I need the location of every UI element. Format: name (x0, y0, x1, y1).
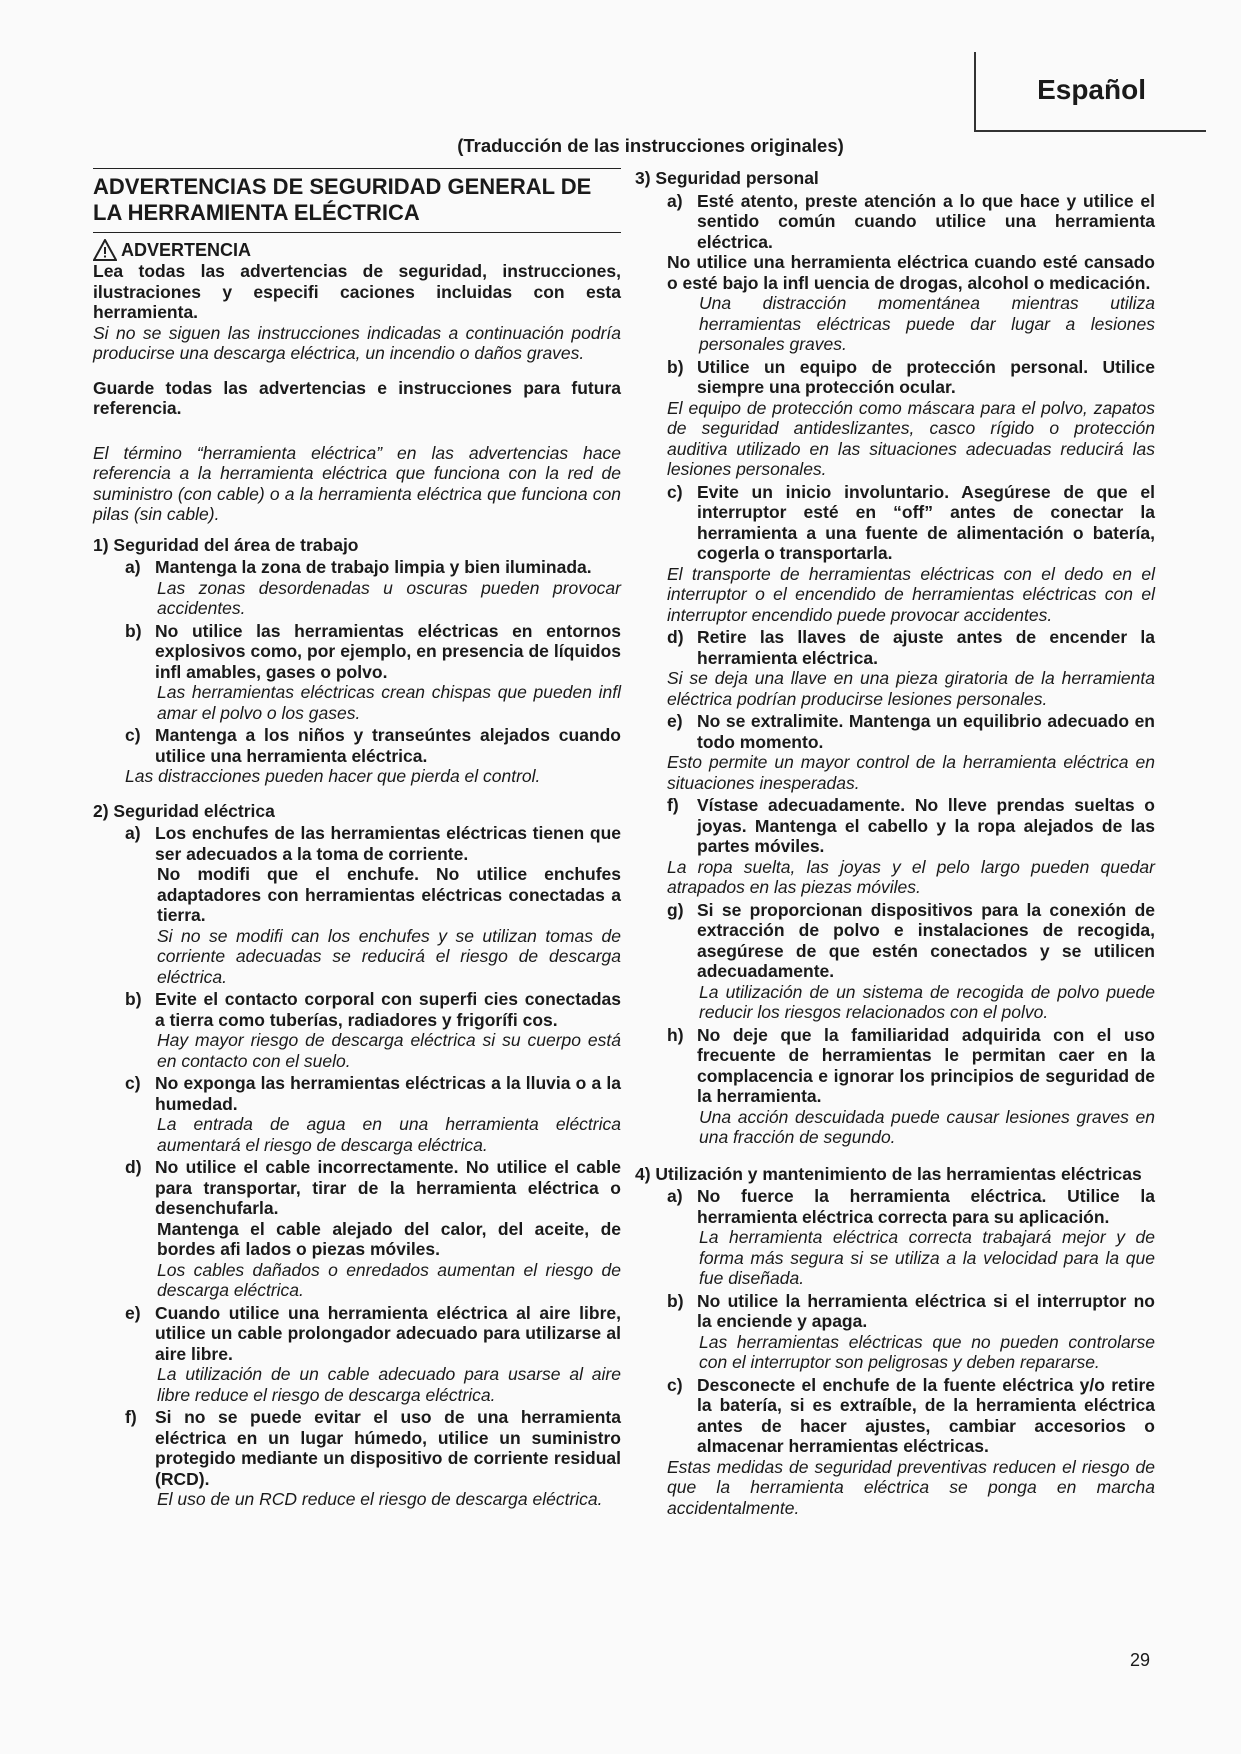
list-item: c) Desconecte el enchufe de la fuente eléctrica y/o retire la batería, si es extraíble, de la herramienta eléctrica antes de hacer ajustes, cambiar accesorios o almacenar herramientas eléctricas. (667, 1374, 1155, 1456)
list-item: c) No exponga las herramientas eléctricas a la lluvia o a la humedad. (125, 1073, 621, 1114)
section-2-title: 2) Seguridad eléctrica (93, 800, 275, 821)
item-bold-extra: No utilice una herramienta eléctrica cuando esté cansado o esté bajo la infl uencia de drogas, alcohol o medicación. (667, 252, 1155, 293)
list-item: c) Mantenga a los niños y transeúntes alejados cuando utilice una herramienta eléctrica. (125, 725, 621, 766)
list-item: b) No utilice las herramientas eléctricas en entornos explosivos como, por ejemplo, en presencia de líquidos infl amables, gases o polvo. (125, 620, 621, 682)
section-4-title: 4) Utilización y mantenimiento de las herramientas eléctricas (635, 1163, 1142, 1184)
item-note: La herramienta eléctrica correcta trabajará mejor y de forma más segura si se utiliza a la velocidad para la que fue diseñada. (699, 1227, 1155, 1288)
warning-bold-text: Lea todas las advertencias de seguridad, instrucciones, ilustraciones y especifi caciones incluidas con esta herramienta. (93, 261, 621, 322)
item-note: La entrada de agua en una herramienta eléctrica aumentará el riesgo de descarga eléctrica. (157, 1114, 621, 1155)
list-item: d) Retire las llaves de ajuste antes de encender la herramienta eléctrica. (667, 627, 1155, 668)
item-note: El uso de un RCD reduce el riesgo de descarga eléctrica. (157, 1489, 603, 1509)
item-note: Las herramientas eléctricas que no pueden controlarse con el interruptor son peligrosas y deben repararse. (699, 1331, 1155, 1372)
language-tab (974, 52, 1206, 132)
list-item: b) No utilice la herramienta eléctrica si el interruptor no la enciende y apaga. (667, 1290, 1155, 1331)
item-note: Hay mayor riesgo de descarga eléctrica si su cuerpo está en contacto con el suelo. (157, 1030, 621, 1071)
left-column (93, 168, 621, 1510)
item-bold-extra: Mantenga el cable alejado del calor, del aceite, de bordes afi lados o piezas móviles. (157, 1218, 621, 1259)
list-item: b) Utilice un equipo de protección personal. Utilice siempre una protección ocular. (667, 356, 1155, 397)
item-note: Las herramientas eléctricas crean chispas que pueden infl amar el polvo o los gases. (157, 682, 621, 723)
list-item: b) Evite el contacto corporal con superfi cies conectadas a tierra como tuberías, radiadores y frigorífi cos. (125, 989, 621, 1030)
item-note: El equipo de protección como máscara para el polvo, zapatos de seguridad antideslizantes, casco rígido o protección auditiva utilizado en las situaciones adecuadas reducirá las lesiones personales. (667, 397, 1155, 479)
section-3-title: 3) Seguridad personal (635, 168, 819, 188)
term-definition: El término “herramienta eléctrica” en las advertencias hace referencia a la herramienta eléctrica que funciona con la red de suministro (con cable) o a la herramienta eléctrica que funciona con pilas (sin cable). (93, 442, 621, 524)
item-note: La utilización de un sistema de recogida de polvo puede reducir los riesgos relacionados con el polvo. (699, 981, 1155, 1022)
keep-instructions: Guarde todas las advertencias e instrucciones para futura referencia. (93, 377, 621, 418)
list-item: a) Mantenga la zona de trabajo limpia y bien iluminada. (125, 557, 592, 577)
list-item: g) Si se proporcionan dispositivos para la conexión de extracción de polvo e instalaciones de recogida, asegúrese de que estén conectados y se utilicen adecuadamente. (667, 899, 1155, 981)
item-bold-extra: No modifi que el enchufe. No utilice enchufes adaptadores con herramientas eléctricas conectadas a tierra. (157, 864, 621, 925)
item-note: Las distracciones pueden hacer que pierda el control. (125, 766, 541, 786)
language-label: Español (1037, 74, 1146, 105)
item-note: Una distracción momentánea mientras utiliza herramientas eléctricas puede dar lugar a lesiones personales graves. (699, 293, 1155, 354)
translation-subtitle: (Traducción de las instrucciones originales) (457, 135, 844, 156)
section-heading: ADVERTENCIAS DE SEGURIDAD GENERAL DE LA HERRAMIENTA ELÉCTRICA (93, 168, 621, 233)
section-1-title: 1) Seguridad del área de trabajo (93, 534, 359, 555)
item-note: Esto permite un mayor control de la herramienta eléctrica en situaciones inesperadas. (667, 752, 1155, 793)
list-item: e) No se extralimite. Mantenga un equilibrio adecuado en todo momento. (667, 711, 1155, 752)
item-note: Si se deja una llave en una pieza giratoria de la herramienta eléctrica podrían producirse lesiones personales. (667, 668, 1155, 709)
warning-block (93, 239, 621, 261)
list-item: h) No deje que la familiaridad adquirida con el uso frecuente de herramientas le permitan caer en la complacencia e ignorar los principios de seguridad de la herramienta. (667, 1024, 1155, 1106)
list-item: c) Evite un inicio involuntario. Asegúrese de que el interruptor esté en “off” antes de conectar la herramienta a una fuente de alimentación o batería, cogerla o transportarla. (667, 481, 1155, 563)
item-note: La ropa suelta, las joyas y el pelo largo pueden quedar atrapados en las piezas móviles. (667, 856, 1155, 897)
list-item: a) No fuerce la herramienta eléctrica. Utilice la herramienta eléctrica correcta para su aplicación. (667, 1186, 1155, 1227)
list-item: d) No utilice el cable incorrectamente. No utilice el cable para transportar, tirar de la herramienta eléctrica o desenchufarla. (125, 1157, 621, 1218)
list-item: f) Si no se puede evitar el uso de una herramienta eléctrica en un lugar húmedo, utilice un suministro protegido mediante un dispositivo de corriente residual (RCD). (125, 1407, 621, 1489)
item-note: Los cables dañados o enredados aumentan el riesgo de descarga eléctrica. (157, 1259, 621, 1300)
item-note: Una acción descuidada puede causar lesiones graves en una fracción de segundo. (699, 1106, 1155, 1147)
item-note: La utilización de un cable adecuado para usarse al aire libre reduce el riesgo de descarga eléctrica. (157, 1364, 621, 1405)
item-note: Las zonas desordenadas u oscuras pueden provocar accidentes. (157, 577, 621, 618)
warning-label: ADVERTENCIA (121, 239, 252, 260)
list-item: f) Vístase adecuadamente. No lleve prendas sueltas o joyas. Mantenga el cabello y la ropa alejados de las partes móviles. (667, 795, 1155, 856)
page-number: 29 (1130, 1650, 1151, 1670)
warning-triangle-icon (93, 239, 117, 261)
item-note: Si no se modifi can los enchufes y se utilizan tomas de corriente adecuadas se reducirá el riesgo de descarga eléctrica. (157, 925, 621, 987)
list-item: a) Los enchufes de las herramientas eléctricas tienen que ser adecuados a la toma de corriente. (125, 823, 621, 864)
right-column (635, 168, 1155, 1518)
warning-italic-text: Si no se siguen las instrucciones indicadas a continuación podría producirse una descarga eléctrica, un incendio o daños graves. (93, 322, 621, 363)
list-item: a) Esté atento, preste atención a lo que hace y utilice el sentido común cuando utilice una herramienta eléctrica. (667, 190, 1155, 252)
item-note: Estas medidas de seguridad preventivas reducen el riesgo de que la herramienta eléctrica se ponga en marcha accidentalmente. (667, 1456, 1155, 1518)
item-note: El transporte de herramientas eléctricas con el dedo en el interruptor o el encendido de herramientas eléctricas con el interruptor encendido puede provocar accidentes. (667, 563, 1155, 625)
list-item: e) Cuando utilice una herramienta eléctrica al aire libre, utilice un cable prolongador adecuado para utilizarse al aire libre. (125, 1302, 621, 1364)
